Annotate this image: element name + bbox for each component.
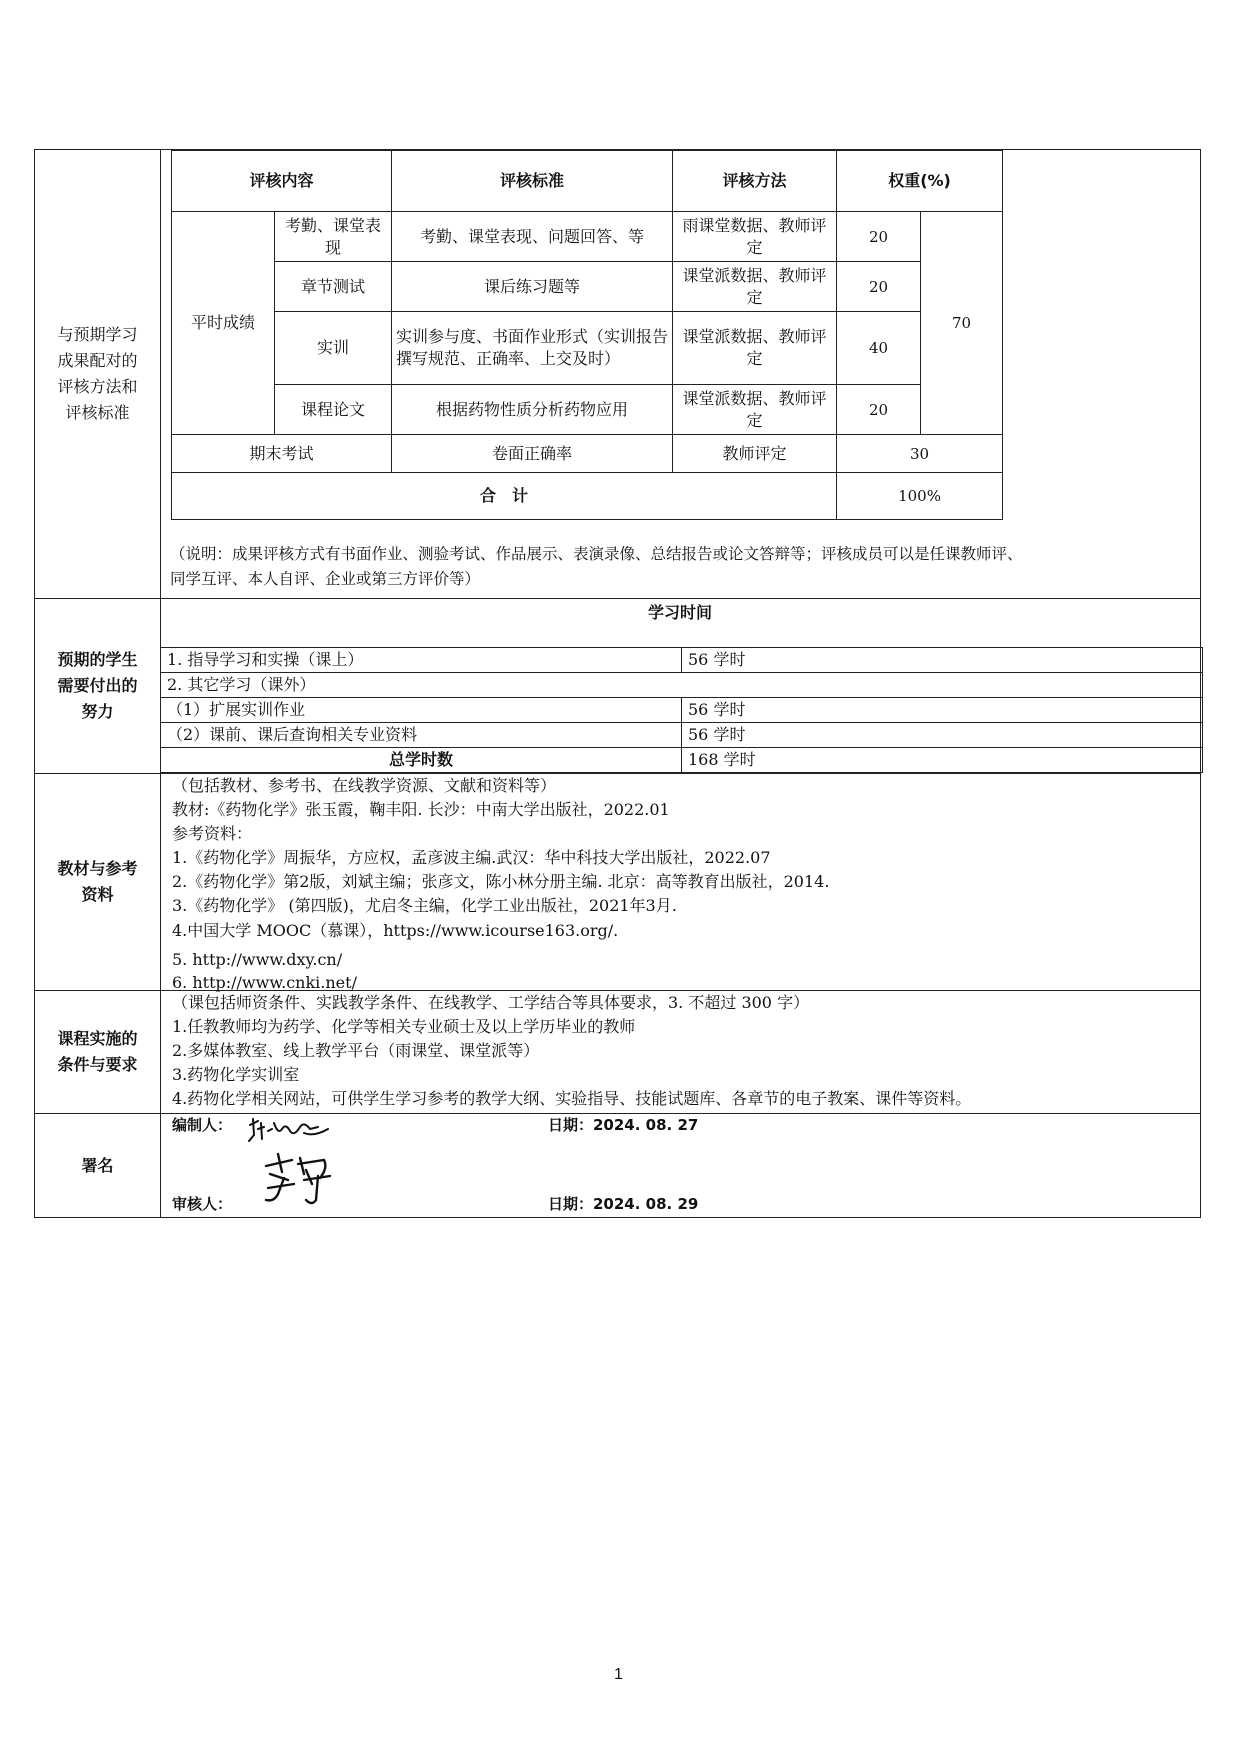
row-method: 课堂派数据、教师评定 (673, 262, 837, 312)
conditions-line: 1.任教教师均为药学、化学等相关专业硕士及以上学历毕业的教师 (172, 1017, 636, 1036)
conditions-line: 4.药物化学相关网站，可供学生学习参考的教学大纲、实验指导、技能试题库、各章节的电子教案、课件等资料。 (172, 1089, 972, 1108)
materials-line: 教材:《药物化学》张玉霞，鞠丰阳. 长沙：中南大学出版社，2022.01 (172, 800, 670, 819)
materials-text (172, 774, 829, 994)
row-item: 章节测试 (275, 262, 392, 312)
study-hours: 56 学时 (682, 723, 1203, 748)
header-method: 评核方法 (673, 151, 837, 212)
final-weight: 30 (837, 435, 1003, 473)
reviewer-label: 审核人： (172, 1195, 233, 1213)
study-item: （2）课前、课后查询相关专业资料 (161, 723, 682, 748)
study-item: （1）扩展实训作业 (161, 698, 682, 723)
row-standard: 根据药物性质分析药物应用 (392, 385, 673, 435)
row-weight: 40 (837, 312, 921, 385)
materials-line: 1.《药物化学》周振华，方应权，孟彦波主编.武汉：华中科技大学出版社，2022.07 (172, 848, 771, 867)
row-method: 课堂派数据、教师评定 (673, 312, 837, 385)
total-value: 100% (837, 473, 1003, 520)
conditions-line: 2.多媒体教室、线上教学平台（雨课堂、课堂派等） (172, 1041, 540, 1060)
header-standard: 评核标准 (392, 151, 673, 212)
section-signature-label-cell: 署名 (35, 1114, 161, 1218)
materials-link[interactable]: 6. http://www.cnki.net/ (172, 973, 357, 992)
row-standard: 考勤、课堂表现、问题回答、等 (392, 212, 673, 262)
table-row (161, 748, 1203, 773)
row-item: 考勤、课堂表现 (275, 212, 392, 262)
materials-line: 2.《药物化学》第2版，刘斌主编；张彦文，陈小林分册主编. 北京：高等教育出版社，2014. (172, 872, 830, 891)
conditions-text (172, 991, 971, 1111)
section-effort-label-cell: 预期的学生 需要付出的 努力 (35, 599, 161, 774)
table-row (172, 385, 1003, 435)
study-hours: 56 学时 (682, 648, 1203, 673)
materials-line: 3.《药物化学》 (第四版)，尤启冬主编，化学工业出版社，2021年3月. (172, 896, 677, 915)
header-weight: 权重(%) (837, 151, 1003, 212)
signature-compiler-image (244, 1115, 336, 1151)
signature-reviewer-image (260, 1150, 340, 1208)
table-row (172, 435, 1003, 473)
study-item: 1. 指导学习和实操（课上） (161, 648, 682, 673)
assessment-note-line-1: （说明：成果评核方式有书面作业、测验考试、作品展示、表演录像、总结报告或论文答辩等；评核成员可以是任课教师评、 (170, 545, 1023, 563)
table-row (161, 648, 1203, 673)
assessment-note-line-2: 同学互评、本人自评、企业或第三方评价等） (170, 570, 481, 588)
row-weight: 20 (837, 212, 921, 262)
row-weight: 20 (837, 262, 921, 312)
study-time-title: 学习时间 (647, 603, 712, 622)
table-row (161, 698, 1203, 723)
study-time-table (160, 647, 1203, 773)
table-row (161, 673, 1203, 698)
table-row (172, 312, 1003, 385)
total-label: 合 计 (172, 473, 837, 520)
table-row (172, 473, 1003, 520)
table-row (161, 723, 1203, 748)
conditions-line: （课包括师资条件、实践教学条件、在线教学、工学结合等具体要求，3. 不超过 300 字） (172, 993, 810, 1012)
section-assessment-label: 与预期学习 成果配对的 评核方法和 评核标准 (57, 325, 138, 422)
regular-grade-group: 平时成绩 (172, 212, 275, 435)
materials-link[interactable]: 5. http://www.dxy.cn/ (172, 950, 343, 969)
row-standard: 课后练习题等 (392, 262, 673, 312)
study-item: 2. 其它学习（课外） (161, 673, 1203, 698)
compiler-label: 编制人： (172, 1116, 233, 1134)
study-total-label: 总学时数 (161, 748, 682, 773)
row-item: 课程论文 (275, 385, 392, 435)
page-number: 1 (614, 1666, 623, 1683)
study-total-hours: 168 学时 (682, 748, 1203, 773)
section-materials-label-cell: 教材与参考 资料 (35, 774, 161, 991)
materials-line: 4.中国大学 MOOC（慕课），https://www.icourse163.org/. (172, 921, 619, 940)
final-standard: 卷面正确率 (392, 435, 673, 473)
assessment-table (171, 150, 1003, 520)
review-date: 日期：2024. 08. 29 (548, 1195, 699, 1213)
row-method: 课堂派数据、教师评定 (673, 385, 837, 435)
table-row (172, 212, 1003, 262)
materials-line: （包括教材、参考书、在线教学资源、文献和资料等） (172, 776, 557, 795)
study-hours: 56 学时 (682, 698, 1203, 723)
row-method: 雨课堂数据、教师评定 (673, 212, 837, 262)
header-content: 评核内容 (172, 151, 392, 212)
row-item: 实训 (275, 312, 392, 385)
row-weight: 20 (837, 385, 921, 435)
section-conditions-label-cell: 课程实施的 条件与要求 (35, 991, 161, 1114)
final-method: 教师评定 (673, 435, 837, 473)
table-row (172, 262, 1003, 312)
regular-weight-total: 70 (921, 212, 1003, 435)
section-assessment-label-cell (35, 150, 161, 599)
row-standard: 实训参与度、书面作业形式（实训报告撰写规范、正确率、上交及时） (392, 312, 673, 385)
materials-line: 参考资料： (172, 824, 253, 843)
conditions-line: 3.药物化学实训室 (172, 1065, 300, 1084)
compile-date: 日期：2024. 08. 27 (548, 1116, 699, 1134)
final-item: 期末考试 (172, 435, 392, 473)
